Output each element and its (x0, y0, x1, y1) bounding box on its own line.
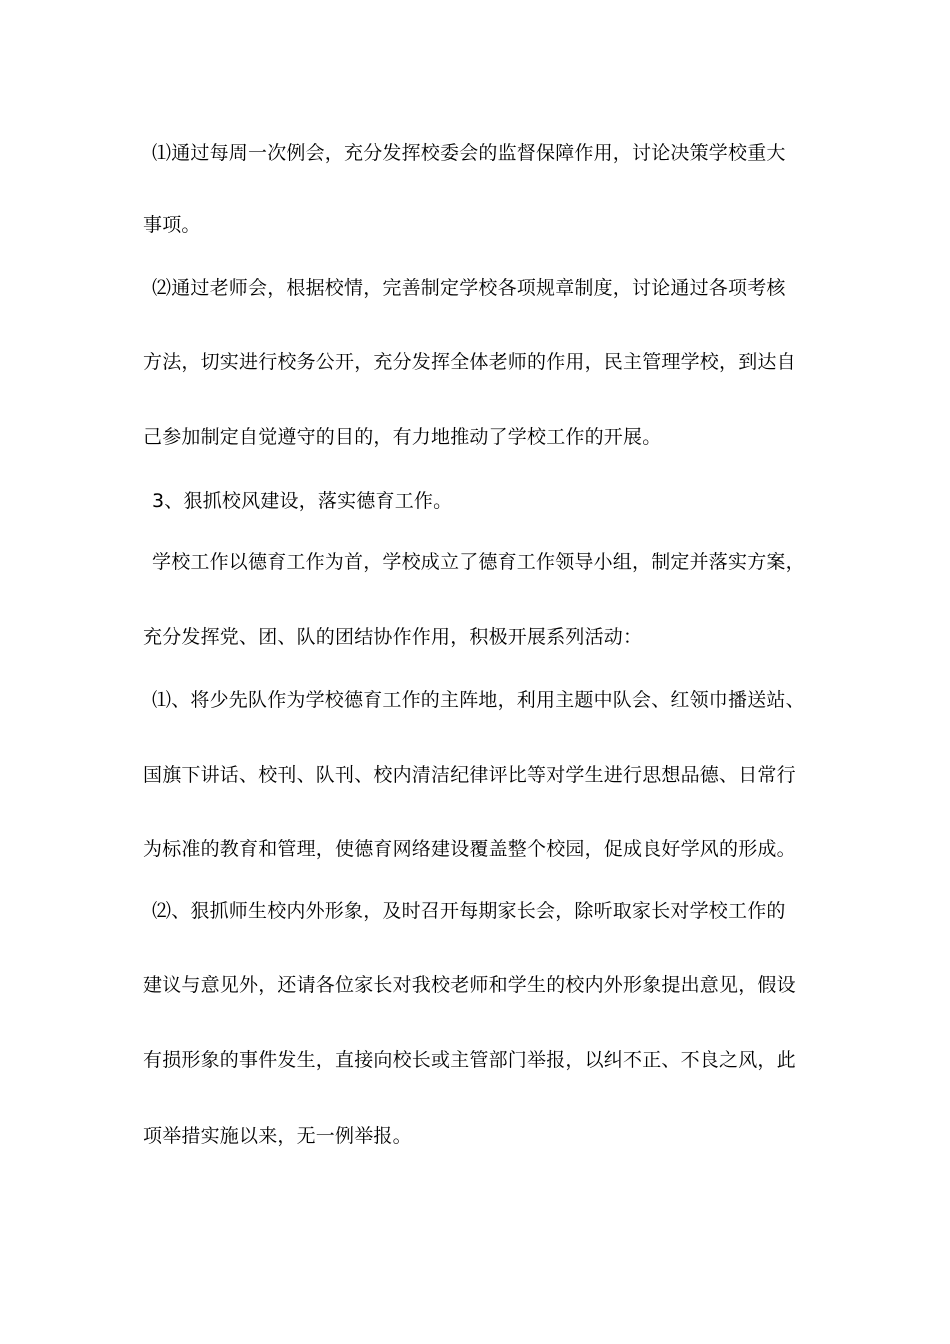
paragraph-1-line-2: 事项。 (143, 214, 201, 236)
paragraph-5-line-4: 项举措实施以来，无一例举报。 (143, 1125, 412, 1147)
paragraph-5-line-2: 建议与意见外，还请各位家长对我校老师和学生的校内外形象提出意见，假设 (143, 974, 796, 996)
paragraph-4-line-2: 国旗下讲话、校刊、队刊、校内清洁纪律评比等对学生进行思想品德、日常行 (143, 764, 796, 786)
paragraph-4-line-1: ⑴、将少先队作为学校德育工作的主阵地，利用主题中队会、红领巾播送站、 (152, 689, 805, 711)
paragraph-2-line-3: 己参加制定自觉遵守的目的，有力地推动了学校工作的开展。 (143, 426, 662, 448)
paragraph-5-line-3: 有损形象的事件发生，直接向校长或主管部门举报，以纠不正、不良之风，此 (143, 1049, 796, 1071)
paragraph-3-line-1: 学校工作以德育工作为首，学校成立了德育工作领导小组，制定并落实方案， (152, 551, 805, 573)
paragraph-4-line-3: 为标准的教育和管理，使德育网络建设覆盖整个校园，促成良好学风的形成。 (143, 838, 796, 860)
paragraph-3-line-2: 充分发挥党、团、队的团结协作作用，积极开展系列活动： (143, 626, 643, 648)
paragraph-5-line-1: ⑵、狠抓师生校内外形象，及时召开每期家长会，除听取家长对学校工作的 (152, 900, 786, 922)
paragraph-1-line-1: ⑴通过每周一次例会，充分发挥校委会的监督保障作用，讨论决策学校重大 (152, 142, 786, 164)
paragraph-2-line-2: 方法，切实进行校务公开，充分发挥全体老师的作用，民主管理学校，到达自 (143, 351, 796, 373)
paragraph-2-line-1: ⑵通过老师会，根据校情，完善制定学校各项规章制度，讨论通过各项考核 (152, 277, 786, 299)
section-heading-3: 3、狠抓校风建设，落实德育工作。 (152, 490, 453, 512)
